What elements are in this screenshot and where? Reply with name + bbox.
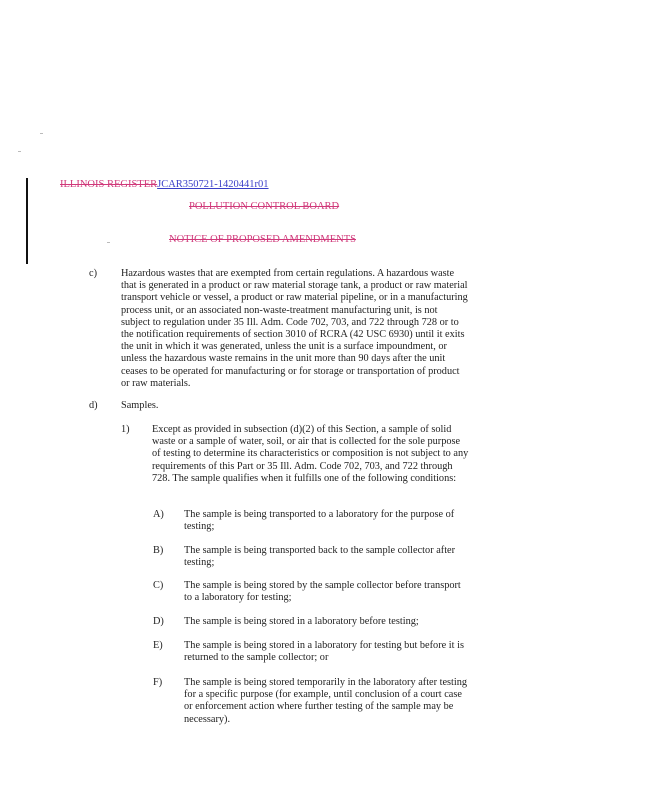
condition-label: F)	[153, 677, 163, 688]
condition-text: The sample is being stored temporarily in the laboratory after testing for a specific purpose (for example, until conclusion of a court case or enforcement action where further testing of the sample may be necessary).	[184, 677, 468, 725]
condition-label: C)	[153, 580, 164, 591]
item-1-label: 1)	[121, 424, 130, 435]
condition-text: The sample is being stored in a laboratory for testing but before it is returned to the sample collector; or	[184, 640, 464, 664]
subsection-c-text: Hazardous wastes that are exempted from certain regulations. A hazardous waste that is generated in a product or raw material storage tank, a product or raw material transport vehicle or vessel, a product or raw material pipeline, or in a manufacturing process unit, or an associated non-waste-treatment manufacturing unit, is not subject to regulation under 35 Ill. Adm. Code 702, 703, and 722 through 728 or to the notification requirements of section 3010 of RCRA (42 USC 6930) until it exits the unit in which it was generated, unless the unit is a surface impoundment, or unless the hazardous waste remains in the unit more than 90 days after the unit ceases to be operated for manufacturing or for storage or transportation of product or raw materials.	[121, 268, 468, 389]
register-header	[60, 178, 269, 191]
notice-title: NOTICE OF PROPOSED AMENDMENTS	[169, 234, 356, 245]
condition-label: D)	[153, 616, 164, 627]
register-inserted-text: JCAR350721-1420441r01	[157, 179, 269, 190]
register-deleted-text: ILLINOIS REGISTER	[60, 179, 158, 190]
subsection-d-title: Samples.	[121, 400, 159, 411]
item-1-text: Except as provided in subsection (d)(2) of this Section, a sample of solid waste or a sample of water, soil, or air that is collected for the sole purpose of testing to determine its characteristics or composition is not subject to any requirements of this Part or 35 Ill. Adm. Code 702, 703, and 722 through 728. The sample qualifies when it fulfills one of the following conditions:	[152, 424, 469, 484]
condition-text: The sample is being stored by the sample collector before transport to a laboratory for testing;	[184, 580, 461, 604]
condition-label: A)	[153, 509, 164, 520]
scan-speck	[18, 151, 21, 152]
condition-label: E)	[153, 640, 163, 651]
condition-text: The sample is being transported back to the sample collector after testing;	[184, 545, 456, 569]
condition-text: The sample is being transported to a laboratory for the purpose of testing;	[184, 509, 455, 533]
scan-speck	[107, 242, 110, 243]
board-title: POLLUTION CONTROL BOARD	[189, 201, 340, 212]
subsection-d-label: d)	[89, 400, 98, 411]
condition-label: B)	[153, 545, 164, 556]
scan-speck	[40, 133, 43, 134]
subsection-c-label: c)	[89, 268, 97, 279]
condition-text: The sample is being stored in a laboratory before testing;	[184, 616, 419, 627]
revision-margin-bar	[26, 178, 28, 264]
